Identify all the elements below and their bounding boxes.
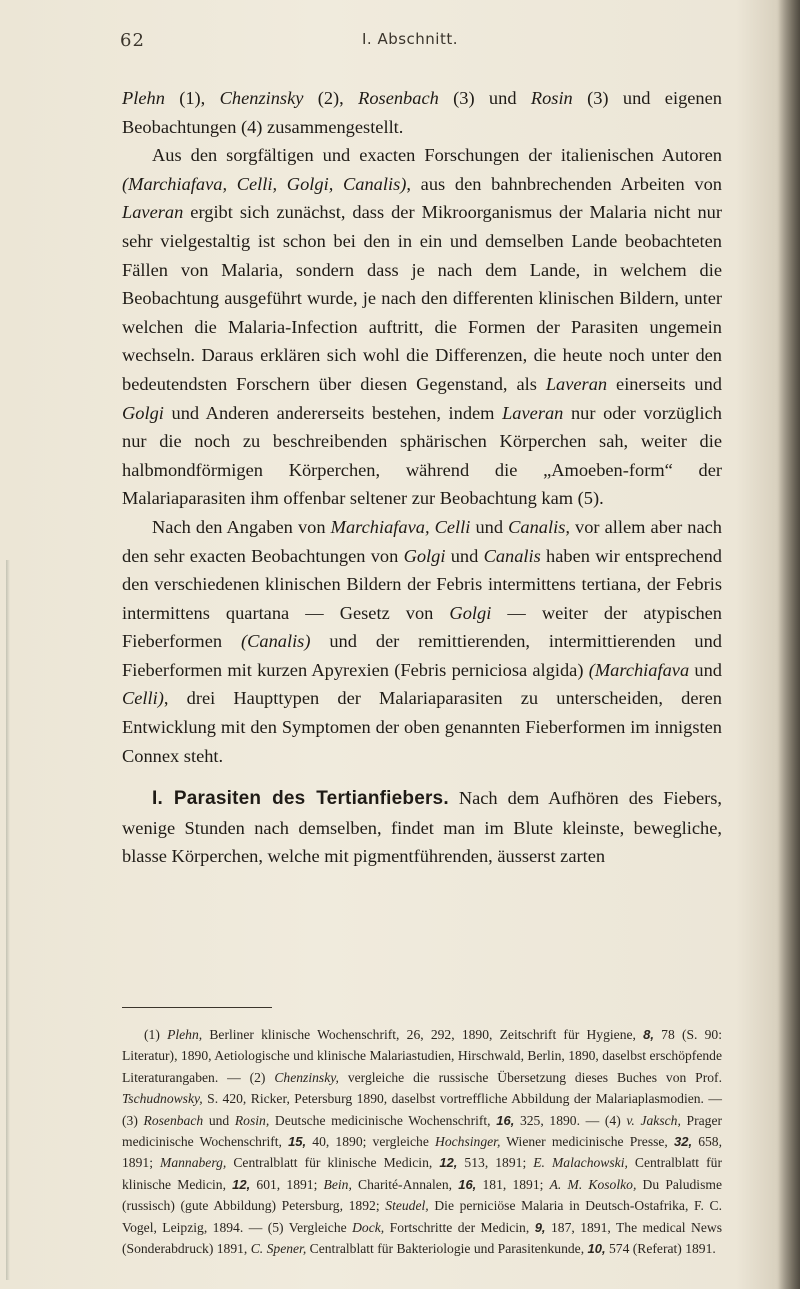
section-title: I. Abschnitt.	[361, 30, 459, 48]
volume-number: 16,	[496, 1112, 515, 1128]
author-name: Hochsinger,	[435, 1134, 501, 1150]
author-name: Rosenbach	[358, 88, 439, 108]
author-name: v. Jaksch,	[626, 1112, 681, 1128]
volume-number: 9,	[534, 1219, 546, 1235]
text-run: , aus den bahnbrechenden Arbeiten von	[406, 173, 722, 194]
volume-number: 12,	[232, 1176, 251, 1192]
text-run: Nach dem Aufhören des Fiebers, wenige Stunden nach demselben, findet man im Blute kleinste, bewegliche, blasse Körperchen, welche mit pigmentführenden, äusserst zarten	[122, 788, 722, 867]
subsection-heading: I. Parasiten des Tertianfiebers.	[152, 788, 449, 810]
text-run: Fortschritte der Medicin,	[384, 1219, 535, 1235]
text-run: und	[203, 1112, 235, 1128]
text-run: 601, 1891;	[250, 1176, 324, 1192]
author-name: Celli)	[122, 688, 164, 709]
author-name: C. Spener,	[250, 1241, 307, 1257]
paragraph-2	[122, 141, 722, 513]
text-run: (3) und	[438, 88, 531, 108]
text-run: Du Paludisme (russisch) (gute Abbildung) Petersburg, 1892;	[122, 1176, 722, 1214]
text-run: Centralblatt für klinische Medicin,	[226, 1155, 440, 1171]
author-name: Canalis,	[508, 516, 570, 537]
paragraph-1	[122, 84, 722, 141]
text-run: Die perniciöse Malaria in Deutsch-Ostafrika, F. C. Vogel, Leipzig, 1894. — (5) Vergleiche	[122, 1198, 722, 1235]
text-run: S. 420, Ricker, Petersburg 1890, daselbst vortreffliche Abbildung der Malariaplasmodien. — (3)	[122, 1091, 722, 1128]
text-run: Prager medicinische Wochenschrift,	[122, 1112, 723, 1150]
text-run: haben wir entsprechend den verschiedenen klinischen Bildern der Febris intermittens tertiana, der Febris intermittens quartana — Gesetz von	[122, 545, 723, 623]
text-run: und der remittierenden, intermittierenden und Fieberformen mit kurzen Apyrexien (Febris perniciosa algida)	[122, 631, 722, 680]
text-run: 513, 1891;	[457, 1155, 534, 1171]
volume-number: 10,	[587, 1241, 606, 1257]
text-run: und	[470, 516, 509, 537]
author-name: Plehn,	[167, 1027, 203, 1042]
text-run: einerseits und	[607, 373, 722, 394]
text-run: , drei Haupttypen der Malariaparasiten zu unterscheiden, deren Entwicklung mit den Symptomen der oben genannten Fieberformen im innigsten Connex steht.	[122, 688, 722, 766]
volume-number: 32,	[673, 1134, 693, 1150]
author-name: Tschudnowsky,	[122, 1091, 203, 1107]
author-name: Chenzinsky,	[274, 1069, 339, 1085]
text-run: — weiter der atypischen Fieberformen	[122, 602, 722, 652]
volume-number: 12,	[439, 1155, 458, 1171]
page-margin-stain	[6, 560, 10, 1280]
text-run: 78 (S. 90: Literatur), 1890, Aetiologische und klinische Malariastudien, Hirschwald, Berlin, 1890, daselbst erschöpfende Literaturangaben. — (2)	[122, 1027, 723, 1085]
text-run: Berliner klinische Wochenschrift, 26, 292, 1890, Zeitschrift für Hygiene,	[202, 1027, 644, 1042]
author-name: Laveran	[122, 202, 184, 223]
text-run: und	[689, 659, 722, 680]
text-run: ergibt sich zunächst, dass der Mikroorganismus der Malaria nicht nur sehr vielgestaltig ist schon bei den in ein und demselben Lande beobachteten Fällen von Malaria, sondern dass je nach dem Lande, in welchem die Beobachtung ausgeführt wurde, je nach den differenten klinischen Bildern, unter welchen die Malaria-Infection auftritt, die Formen der Parasiten ungemein wechseln. Daraus erklären sich wohl die Differenzen, die heute noch unter den bedeutendsten Forschern über diesen Gegenstand, als	[122, 202, 722, 394]
author-name: Marchiafava, Celli	[330, 516, 471, 537]
paragraph-4	[122, 784, 722, 871]
author-name: A. M. Kosolko,	[549, 1176, 637, 1192]
volume-number: 15,	[288, 1134, 307, 1150]
footnotes	[122, 1024, 722, 1259]
author-name: (Marchiafava, Celli, Golgi, Canalis)	[122, 173, 407, 194]
author-name: Chenzinsky	[219, 88, 304, 108]
running-header	[120, 30, 700, 60]
text-run: Deutsche medicinische Wochenschrift,	[269, 1112, 497, 1128]
text-run: (2),	[303, 88, 359, 108]
text-run: Wiener medicinische Presse,	[500, 1134, 674, 1150]
author-name: Laveran	[545, 373, 608, 394]
text-run: und Anderen andererseits bestehen, indem	[163, 402, 503, 423]
author-name: Canalis	[483, 545, 541, 566]
text-run: 574 (Referat) 1891.	[605, 1241, 716, 1257]
text-run: (3) und eigenen Beobachtungen (4) zusammengestellt.	[122, 88, 722, 137]
author-name: E. Malachowski,	[533, 1155, 628, 1171]
text-run: 187, 1891, The medical News (Sonderabdruck) 1891,	[122, 1219, 722, 1257]
body-text	[122, 84, 722, 871]
volume-number: 16,	[458, 1176, 477, 1192]
text-run: Centralblatt für klinische Medicin,	[122, 1155, 722, 1192]
author-name: Laveran	[502, 402, 564, 423]
text-run: 325, 1890. — (4)	[514, 1112, 627, 1128]
text-run: Nach den Angaben von	[152, 516, 331, 537]
author-name: Rosin,	[234, 1112, 270, 1128]
text-run: Charité-Annalen,	[351, 1176, 459, 1192]
page-number: 62	[120, 30, 145, 51]
author-name: Golgi	[122, 402, 164, 423]
text-run: 40, 1890; vergleiche	[306, 1134, 436, 1150]
author-name: (Marchiafava	[588, 659, 690, 680]
text-run: (1)	[144, 1027, 168, 1042]
text-run: Aus den sorgfältigen und exacten Forschungen der italienischen Autoren	[152, 145, 722, 166]
text-run: vergleiche die russische Übersetzung dieses Buches von Prof.	[338, 1069, 722, 1085]
text-run: 181, 1891;	[476, 1176, 550, 1192]
author-name: Steudel,	[385, 1198, 429, 1214]
author-name: Mannaberg,	[160, 1155, 227, 1171]
text-run: (1),	[164, 88, 220, 108]
author-name: (Canalis)	[240, 631, 311, 652]
author-name: Golgi	[403, 545, 446, 566]
text-run: 658, 1891;	[122, 1134, 722, 1171]
author-name: Rosin	[530, 88, 573, 108]
volume-number: 8,	[643, 1027, 654, 1042]
text-run: nur oder vorzüglich nur die noch zu beschreibenden sphärischen Körperchen sah, weiter die halbmondförmigen Körperchen, während die „Amoeben-form“ der Malariaparasiten ihm offenbar seltener zur Beobachtung kam (5).	[122, 402, 722, 509]
page-edge-shadow	[778, 0, 800, 1289]
text-run: Centralblatt für Bakteriologie und Parasitenkunde,	[306, 1241, 588, 1257]
author-name: Plehn	[122, 88, 165, 108]
author-name: Rosenbach	[143, 1112, 204, 1128]
author-name: Golgi	[449, 602, 492, 623]
author-name: Bein,	[323, 1176, 352, 1192]
footnote-divider	[122, 1007, 272, 1008]
text-run: und	[445, 545, 484, 566]
footnote-block	[122, 1024, 722, 1259]
paragraph-3	[122, 513, 722, 770]
author-name: Dock,	[352, 1219, 385, 1235]
text-run: vor allem aber nach den sehr exacten Beobachtungen von	[122, 516, 722, 566]
